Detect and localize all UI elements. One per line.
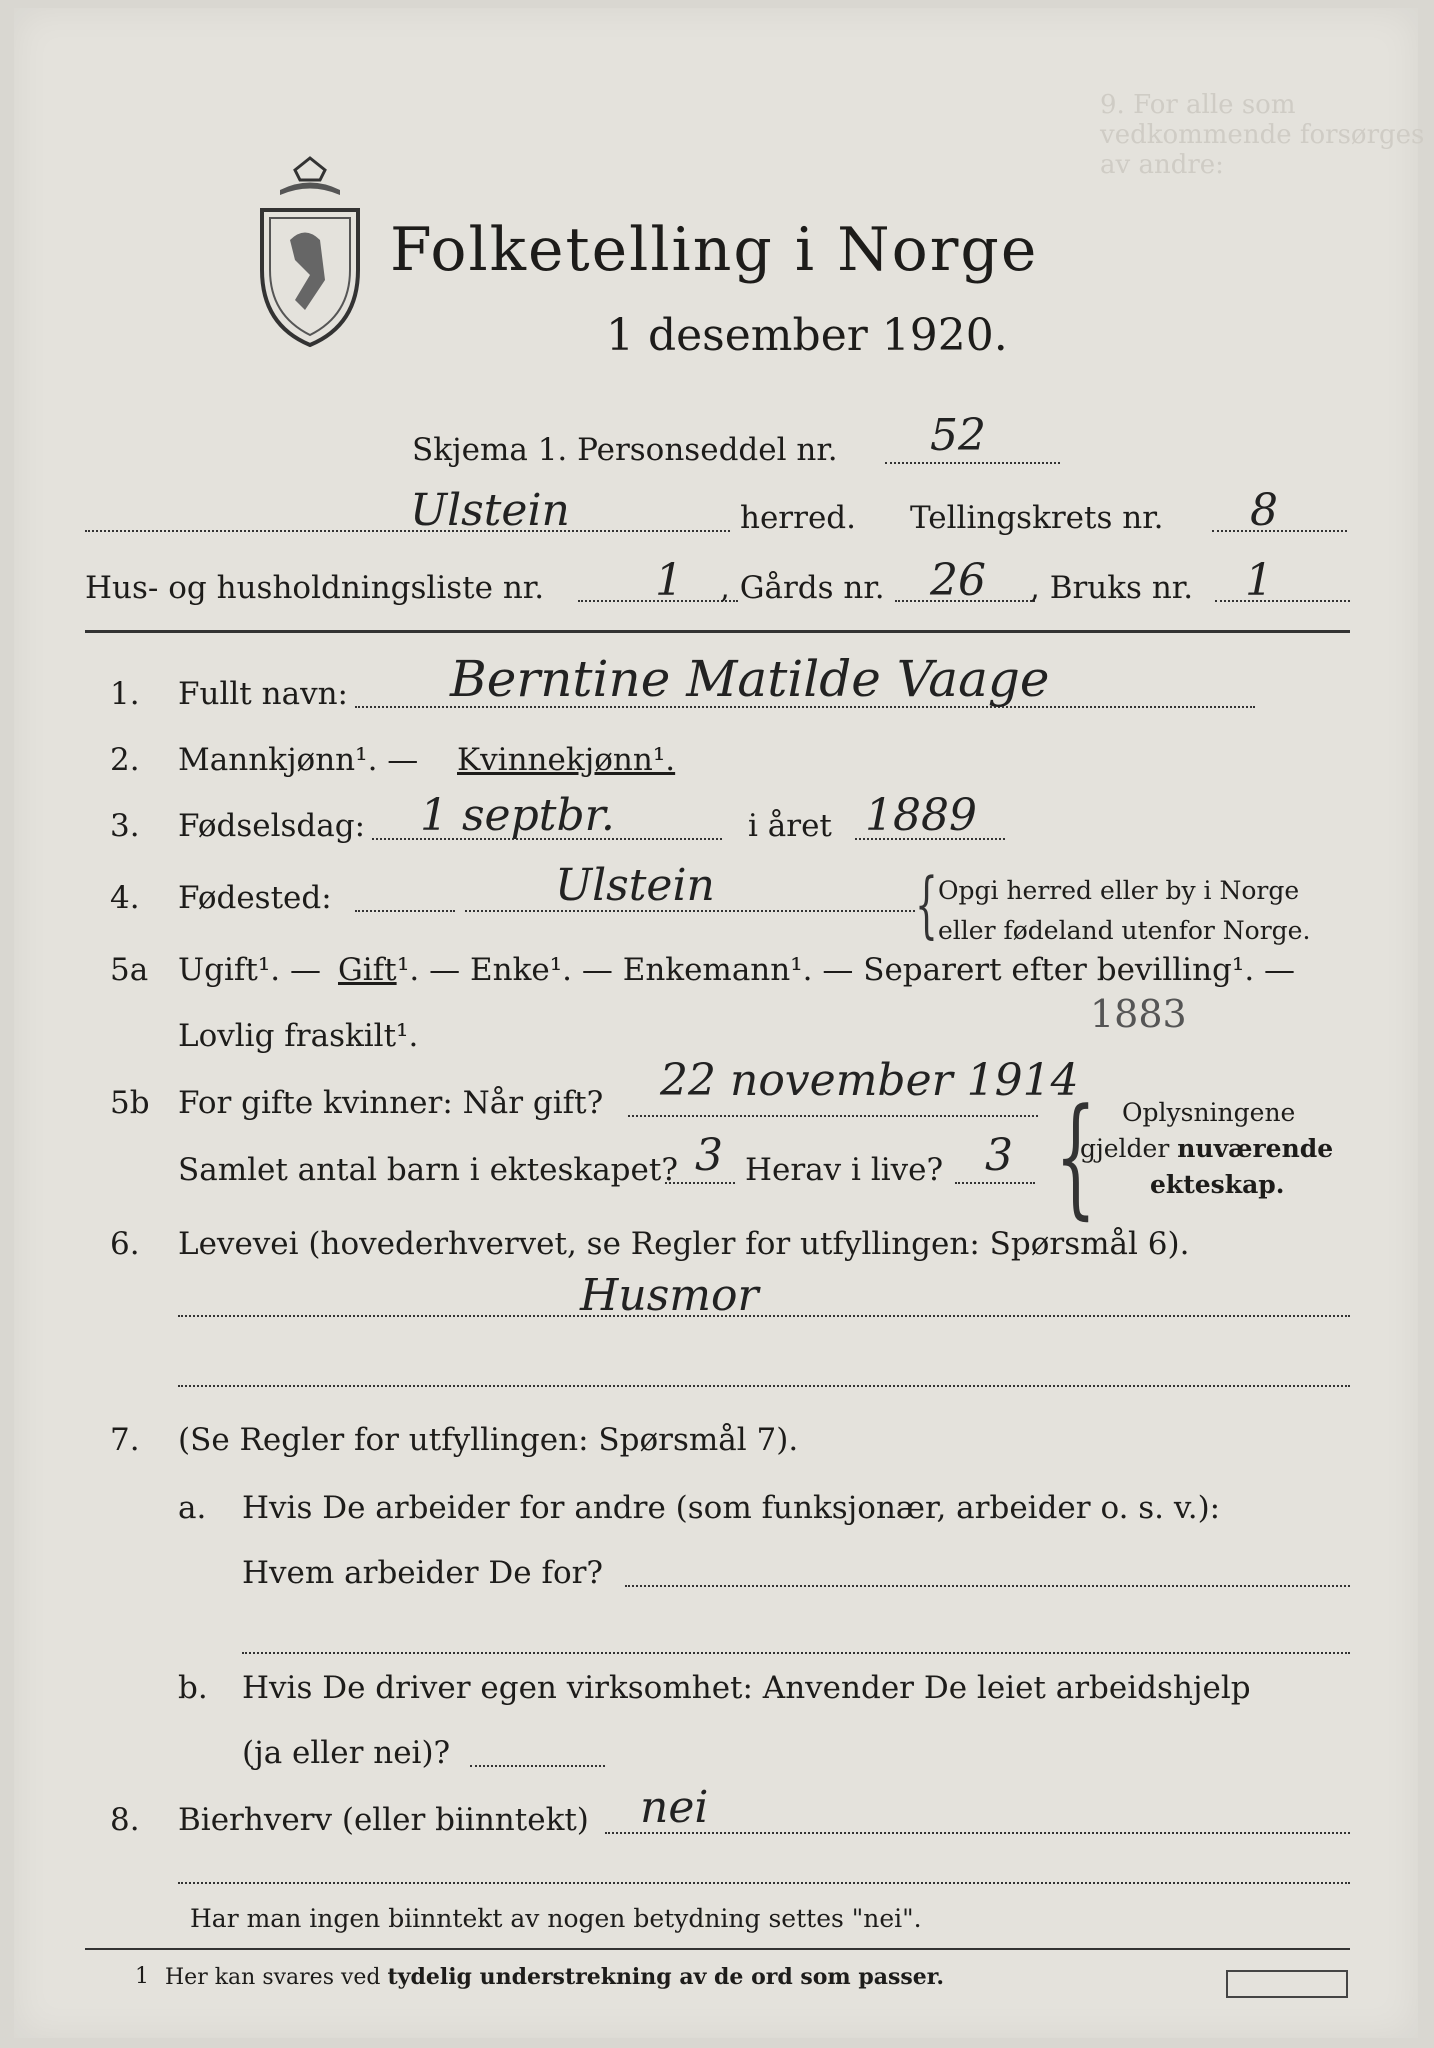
q5b-children-line <box>665 1182 735 1184</box>
q5b-alive-label: Herav i live? <box>745 1152 944 1188</box>
footnote-text-a: Her kan svares ved <box>165 1965 388 1990</box>
q4-number: 4. <box>110 880 140 916</box>
q2-number: 2. <box>110 742 140 778</box>
husholdningsliste-label: Hus- og husholdningsliste nr. <box>85 570 545 606</box>
q5a-gift-underlined: Gift <box>338 952 397 988</box>
q4-note-line2: eller fødeland utenfor Norge. <box>938 916 1311 945</box>
bruks-value: 1 <box>1245 555 1273 606</box>
q8-value: nei <box>640 1782 709 1833</box>
q4-value: Ulstein <box>555 860 715 911</box>
footnote-text <box>165 1964 944 1990</box>
q3-label: Fødselsdag: <box>178 808 366 844</box>
bleed-through-text: 9. For alle som vedkommende forsørges av andre: <box>1100 90 1425 180</box>
tellingskrets-line <box>1212 530 1347 532</box>
q7a-number: a. <box>178 1490 207 1526</box>
q5b-brace: { <box>1055 1080 1097 1232</box>
q5b-label: For gifte kvinner: Når gift? <box>178 1085 604 1121</box>
q7b-number: b. <box>178 1670 208 1706</box>
tellingskrets-value: 8 <box>1250 485 1278 536</box>
q7b-label2: (ja eller nei)? <box>242 1735 451 1771</box>
husholdningsliste-value: 1 <box>655 555 683 606</box>
q3-year-label: i året <box>748 808 832 844</box>
printer-stamp-icon <box>1226 1970 1348 1998</box>
q2-female-underlined: Kvinnekjønn¹. <box>457 742 676 778</box>
q5b-note-line1: Oplysningene <box>1122 1098 1296 1127</box>
q5b-note-gjelder: gjelder <box>1080 1134 1178 1163</box>
q8-number: 8. <box>110 1802 140 1838</box>
q7b-line <box>470 1765 605 1767</box>
q4-line-short <box>355 910 455 912</box>
q4-brace: { <box>915 862 938 946</box>
coat-of-arms-icon <box>250 150 370 350</box>
q7a-label: Hvis De arbeider for andre (som funksjonær, arbeider o. s. v.): <box>242 1490 1221 1526</box>
q5b-alive-line <box>955 1182 1035 1184</box>
q5a-options: ¹. — Enke¹. — Enkemann¹. — Separert efter bevilling¹. — <box>397 952 1296 988</box>
q1-number: 1. <box>110 676 140 712</box>
q5b-note-line2 <box>1080 1134 1333 1163</box>
q4-note-line1: Opgi herred eller by i Norge <box>938 876 1300 905</box>
q5b-note-line3: ekteskap. <box>1150 1170 1285 1199</box>
q5b-note-nuvaerende: nuværende <box>1177 1134 1334 1163</box>
q8-line1 <box>605 1832 1350 1834</box>
herred-label: herred. <box>740 500 856 536</box>
q6-line2 <box>178 1385 1350 1387</box>
q6-label: Levevei (hovederhvervet, se Regler for utfyllingen: Spørsmål 6). <box>178 1226 1190 1262</box>
q5b-children-value: 3 <box>695 1130 723 1181</box>
q8-line2 <box>178 1882 1350 1884</box>
q5b-number: 5b <box>110 1085 150 1121</box>
q6-number: 6. <box>110 1226 140 1262</box>
q5a-fraskilt: Lovlig fraskilt¹. <box>178 1018 419 1054</box>
footnote-text-b: tydelig understrekning av de ord som passer. <box>387 1964 945 1990</box>
q7a-line2 <box>242 1652 1350 1654</box>
bruks-label: , Bruks nr. <box>1030 570 1194 606</box>
q5b-alive-value: 3 <box>985 1130 1013 1181</box>
biinntekt-note: Har man ingen biinntekt av nogen betydning settes "nei". <box>190 1904 922 1933</box>
personseddel-value: 52 <box>930 410 986 461</box>
q1-label: Fullt navn: <box>178 676 348 712</box>
bruks-line <box>1215 600 1350 602</box>
footer-divider <box>85 1948 1350 1950</box>
q5b-children-label: Samlet antal barn i ekteskapet? <box>178 1152 678 1188</box>
herred-value: Ulstein <box>410 485 570 536</box>
footnote-number: 1 <box>135 1964 149 1989</box>
q5b-value: 22 november 1914 <box>660 1055 1079 1106</box>
gards-value: 26 <box>930 555 986 606</box>
q3-number: 3. <box>110 808 140 844</box>
q7a-line1 <box>625 1585 1350 1587</box>
q5a-ugift: Ugift¹. — <box>178 952 321 988</box>
q6-value: Husmor <box>580 1270 759 1321</box>
skjema-label: Skjema 1. Personseddel nr. <box>412 432 838 468</box>
q5a-number: 5a <box>110 952 149 988</box>
q3-year-value: 1889 <box>865 790 977 841</box>
gards-label: , Gårds nr. <box>720 570 885 606</box>
header-divider <box>85 630 1350 633</box>
q8-label: Bierhverv (eller biinntekt) <box>178 1802 589 1838</box>
q3-value: 1 septbr. <box>420 790 615 841</box>
tellingskrets-label: Tellingskrets nr. <box>910 500 1164 536</box>
q4-label: Fødested: <box>178 880 332 916</box>
form-date: 1 desember 1920. <box>606 310 1008 361</box>
form-title: Folketelling i Norge <box>390 215 1039 285</box>
q5a-margin-note: 1883 <box>1090 992 1187 1036</box>
q7-number: 7. <box>110 1422 140 1458</box>
q2-male: Mannkjønn¹. — <box>178 742 419 778</box>
personseddel-line <box>885 462 1060 464</box>
q6-line1 <box>178 1315 1350 1317</box>
q1-value: Berntine Matilde Vaage <box>450 650 1050 708</box>
q7b-label: Hvis De driver egen virksomhet: Anvender De leiet arbeidshjelp <box>242 1670 1251 1706</box>
herred-line <box>85 530 730 532</box>
q7a-label2: Hvem arbeider De for? <box>242 1555 604 1591</box>
q5b-line <box>628 1115 1038 1117</box>
q7-label: (Se Regler for utfyllingen: Spørsmål 7). <box>178 1422 799 1458</box>
